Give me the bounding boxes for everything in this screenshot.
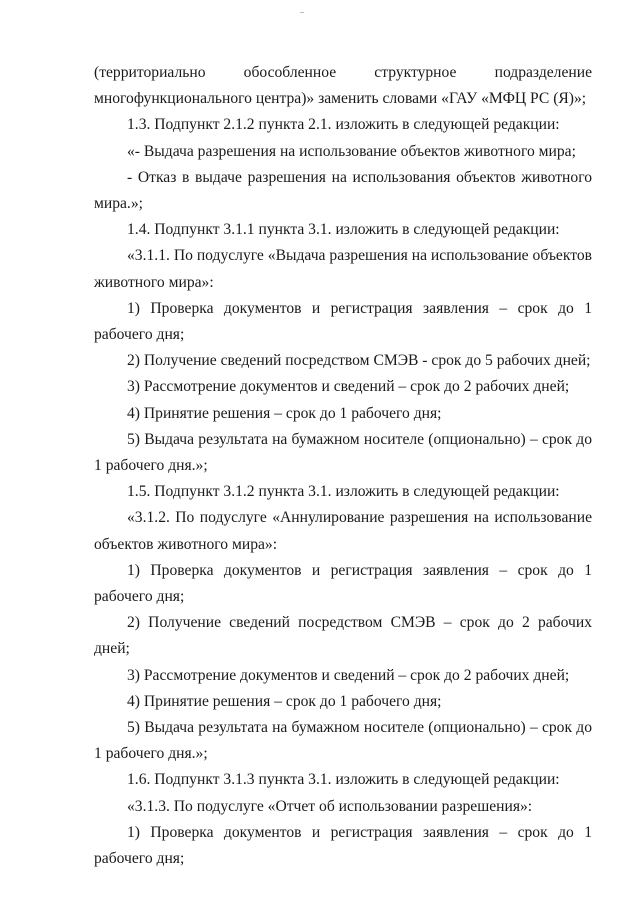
- paragraph-step: 5) Выдача результата на бумажном носителе (опционально) – срок до 1 рабочего дня.»;: [94, 430, 592, 475]
- paragraph-3-1-3: «3.1.3. По подуслуге «Отчет об использовании разрешения»:: [127, 797, 533, 815]
- paragraph-continuation: (территориально обособленное структурное подразделение многофункционального центра)» заменить словами «ГАУ «МФЦ РС (Я)»;: [94, 64, 592, 108]
- paragraph-1-5-heading: 1.5. Подпункт 3.1.2 пункта 3.1. изложить в следующей редакции:: [127, 483, 560, 501]
- paragraph-step: 4) Принятие решения – срок до 1 рабочего дня;: [127, 692, 442, 710]
- paragraph-step: 3) Рассмотрение документов и сведений – срок до 2 рабочих дней;: [127, 666, 570, 684]
- paragraph-step: 2) Получение сведений посредством СМЭВ – срок до 2 рабочих дней;: [94, 614, 592, 658]
- paragraph-step: 3) Рассмотрение документов и сведений – срок до 2 рабочих дней;: [127, 378, 570, 396]
- paragraph-item: - Отказ в выдаче разрешения на использования объектов животного мира.»;: [94, 168, 592, 213]
- paragraph-1-3-heading: 1.3. Подпункт 2.1.2 пункта 2.1. изложить в следующей редакции:: [127, 116, 560, 134]
- paragraph-3-1-1: «3.1.1. По подуслуге «Выдача разрешения на использование объектов животного мира»:: [94, 247, 592, 291]
- paragraph-1-6-heading: 1.6. Подпункт 3.1.3 пункта 3.1. изложить в следующей редакции:: [127, 771, 560, 789]
- paragraph-3-1-2: «3.1.2. По подуслуге «Аннулирование разрешения на использование объектов животного мира»:: [94, 509, 592, 553]
- paragraph-step: 1) Проверка документов и регистрация заявления – срок до 1 рабочего дня;: [94, 299, 592, 344]
- paragraph-step: 2) Получение сведений посредством СМЭВ - срок до 5 рабочих дней;: [127, 352, 591, 370]
- paragraph-step: 5) Выдача результата на бумажном носителе (опционально) – срок до 1 рабочего дня.»;: [94, 719, 592, 763]
- paragraph-step: 4) Принятие решения – срок до 1 рабочего дня;: [127, 404, 442, 422]
- paragraph-item: «- Выдача разрешения на использование объектов животного мира;: [127, 142, 576, 160]
- paragraph-1-4-heading: 1.4. Подпункт 3.1.1 пункта 3.1. изложить в следующей редакции:: [127, 221, 560, 239]
- paragraph-step: 1) Проверка документов и регистрация заявления – срок до 1 рабочего дня;: [94, 823, 592, 868]
- paragraph-step: 1) Проверка документов и регистрация заявления – срок до 1 рабочего дня;: [94, 561, 592, 606]
